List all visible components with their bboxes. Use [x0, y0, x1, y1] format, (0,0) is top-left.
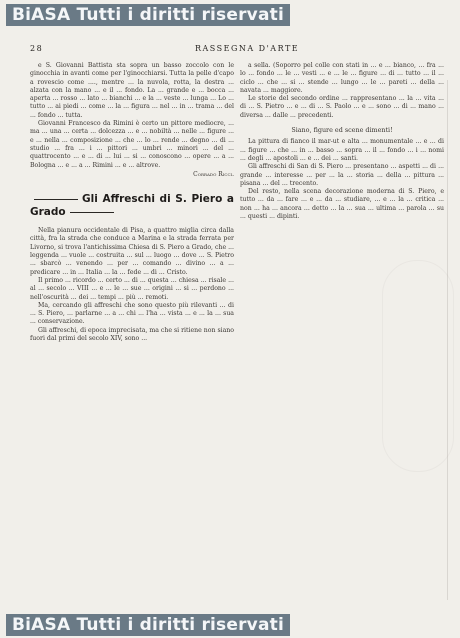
paragraph: e S. Giovanni Battista sta sopra un basso zoccolo con le ginocchia in avanti come per l'ginocchiarsi. Tutta la pelle d'capo a rovescio come ...., mentre ... la nuvola, rotta, la destra ... alzata con la mano ... e il ... fondo. La ... grande e ... bocca ... aperta ... rosso ... lato ... bianchi ... e la ... veste ... lunga ... Lo ... tutto ... ai piedi ... come ... la ... figura ... nel ... in ... trama ... del ... fondo ... tutta. — [30, 62, 234, 119]
paragraph: Giovanni Francesco da Rimini è certo un pittore mediocre, ... ma ... una ... certa ... dolcezza ... e ... nobiltà ... nelle ... figure ... e ... nella ... composizione ... che ... lo ... rende ... degno ... di ... studio ... fra ... i ... pittori ... umbri ... minori ... del ... quattrocento ... e ... di ... lui ... si ... conoscono ... opere ... a ... Bologna ... e ... a ... Rimini ... e ... altrove. — [30, 120, 234, 169]
watermark-bottom: BiASA Tutti i diritti riservati — [6, 614, 290, 636]
paragraph: Ma, cercando gli affreschi che sono questo più rilevanti ... di ... S. Piero, ... parlarne ... a ... chi ... l'ha ... vista ... e ... la ... sua ... conservazione. — [30, 301, 234, 326]
library-stamp-mark — [382, 260, 454, 472]
paragraph: La pittura di fianco il mar-ut e alta ... monumentale ... e ... di ... figure ... che ... in ... basso ... sopra ... il ... fondo ... i ... nomi ... degli ... apostoli ... e ... dei ... santi. — [240, 138, 444, 162]
section-title — [30, 193, 234, 219]
watermark-top: BiASA Tutti i diritti riservati — [6, 4, 290, 26]
author-signature: Corrado Ricci. — [193, 170, 234, 178]
journal-title: RASSEGNA D'ARTE — [195, 44, 300, 53]
right-column — [240, 62, 444, 221]
paragraph: Le storie del secondo ordine ... rappresentano ... la ... vita ... di ... S. Pietro ... e ... di ... S. Paolo ... e ... sono ... di ... mano ... diversa ... dalle ... precedenti. — [240, 95, 444, 119]
title-rule-right — [70, 212, 114, 213]
section-title-text: Gli Affreschi di S. Piero a Grado — [30, 193, 234, 219]
left-column — [30, 62, 234, 343]
paragraph: Gli affreschi di San di S. Piero ... presentano ... aspetti ... di ... grande ... interesse ... per ... la ... storia ... della ... pittura ... pisana ... del ... trecento. — [240, 163, 444, 187]
paragraph: Gli affreschi, di epoca imprecisata, ma che si ritiene non siano fuori dal primi del secolo XIV, sono ... — [30, 326, 234, 343]
running-header — [30, 44, 430, 54]
paragraph: a sella. (Soporro pel colle con stati in ... e ... bianco, ... fra ... lo ... fondo ... le ... vesti ... e ... le ... figure ... di ... tutto ... il ... ciclo ... che ... si ... stende ... lungo ... le ... pareti ... della ... navata ... maggiore. — [240, 62, 444, 94]
title-rule-left — [34, 199, 78, 200]
page-number: 28 — [30, 44, 44, 53]
paragraph: Nella pianura occidentale di Pisa, a quattro miglia circa dalla città, fra la strada che conduce a Marina e la strada ferrata per Livorno, si trova l'antichissima Chiesa di S. Piero a Grado, che ... leggenda ... vuole ... costruita ... sul ... luogo ... dove ... S. Pietro ... sbarcò ... venendo ... per ... comando ... divino ... a ... predicare ... in ... Italia ... la ... fede ... di ... Cristo. — [30, 227, 234, 276]
paragraph: Del resto, nella scena decorazione moderna di S. Piero, e tutto ... da ... fare ... e ... da ... studiare, ... e ... la ... critica ... non ... ha ... ancora ... detto ... la ... sua ... ultima ... parola ... su ... questi ... dipinti. — [240, 188, 444, 221]
paragraph: Il primo ... ricordo ... certo ... di ... questa ... chiesa ... risale ... al ... secolo ... VIII ... e ... le ... sue ... origini ... si ... perdono ... nell'oscurità ... dei ... tempi ... più ... remoti. — [30, 276, 234, 301]
subheading: Siano, figure ed scene dimenti! — [291, 126, 393, 135]
